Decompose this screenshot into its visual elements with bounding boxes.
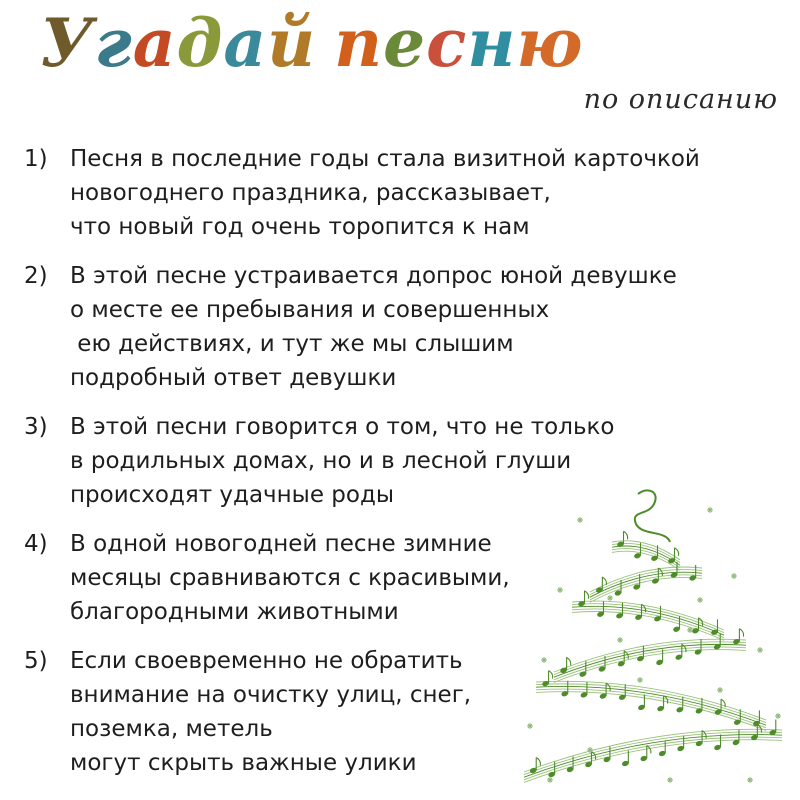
music-note-flag [699,618,703,626]
question-text-line: что новый год очень торопится к нам [70,214,530,240]
question-text-line: могут скрыть важные улики [70,750,417,776]
snowflake-icon [717,687,723,693]
music-christmas-tree-illustration [520,480,790,795]
question-text-line: месяцы сравниваются с красивыми, [70,565,510,591]
staff-line [524,735,782,778]
question-text-line: Песня в последние годы стала визитной карточкой [70,146,700,172]
staff-line [590,575,702,600]
staff-line [590,567,702,592]
snowflake-icon [637,677,643,683]
title-letter: а [223,4,268,82]
staff-line [536,681,766,720]
question-text-line: благородными животными [70,599,399,625]
question-number: 1) [24,146,48,172]
snowflake-icon [541,657,547,663]
title-letter [316,4,334,82]
title-letter: е [383,4,427,82]
question-text-line: о месте ее пребывания и совершенных [70,297,550,323]
title-letter: ю [516,4,584,82]
question-number: 3) [24,414,48,440]
snowflake-icon [607,595,613,601]
question-item [24,142,784,244]
snowflake-icon [527,723,533,729]
music-note-flag [606,683,610,691]
subtitle: по описанию [583,84,778,115]
staff-line [536,692,766,731]
music-note-flag [739,629,743,637]
title-letter: У [40,4,95,82]
music-note-flag [585,591,589,599]
music-note-flag [675,548,679,556]
question-text-line: происходят удачные роды [70,482,395,508]
music-note-flag [549,671,553,679]
snowflake-icon [577,517,583,523]
snowflake-icon [775,713,781,719]
question-text-line: ею действиях, и тут же мы слышим [70,331,514,357]
music-note-flag [624,531,628,539]
question-text-line: В одной новогодней песне зимние [70,531,492,557]
staff-line [524,729,782,772]
title-letter: п [334,4,384,82]
title-letter: й [267,4,317,82]
staff-line [536,689,766,728]
page-title [40,4,584,82]
question-number: 4) [24,531,48,557]
staff-line [536,686,766,725]
snowflake-icon [757,647,763,653]
snowflake-icon [557,587,563,593]
music-note-flag [536,758,540,766]
question-text-line: в родильных домах, но и в лесной глуши [70,448,572,474]
snowflake-icon [667,777,673,783]
title-letter: с [426,4,468,82]
question-text-line: подробный ответ девушки [70,365,397,391]
snowflake-icon [697,597,703,603]
staff-line [536,684,766,723]
question-text-line: внимание на очистку улиц, снег, [70,682,472,708]
snowflake-icon [547,777,553,783]
question-number: 5) [24,648,48,674]
question-text-line: Если своевременно не обратить [70,648,463,674]
title-letter: а [132,4,177,82]
snowflake-icon [747,777,753,783]
music-note-flag [567,657,571,665]
snowflake-icon [707,507,713,513]
question-text-line: В этой песне устраивается допрос юной девушке [70,263,677,289]
music-note-flag [647,746,651,754]
tree-top-swirl [635,490,670,542]
music-note-flag [658,568,662,576]
question-text-line: поземка, метель [70,716,273,742]
staff-line [590,577,702,602]
snowflake-icon [731,573,737,579]
question-number: 2) [24,263,48,289]
title-letter: н [467,4,517,82]
snowflake-icon [617,637,623,643]
title-letter: д [176,4,224,82]
staff-line [524,732,782,775]
question-text-line: новогоднего праздника, рассказывает, [70,180,551,206]
question-text-line: В этой песни говорится о том, что не только [70,414,615,440]
title-letter: г [94,4,133,82]
staff-line [554,650,746,683]
question-item [24,259,784,395]
